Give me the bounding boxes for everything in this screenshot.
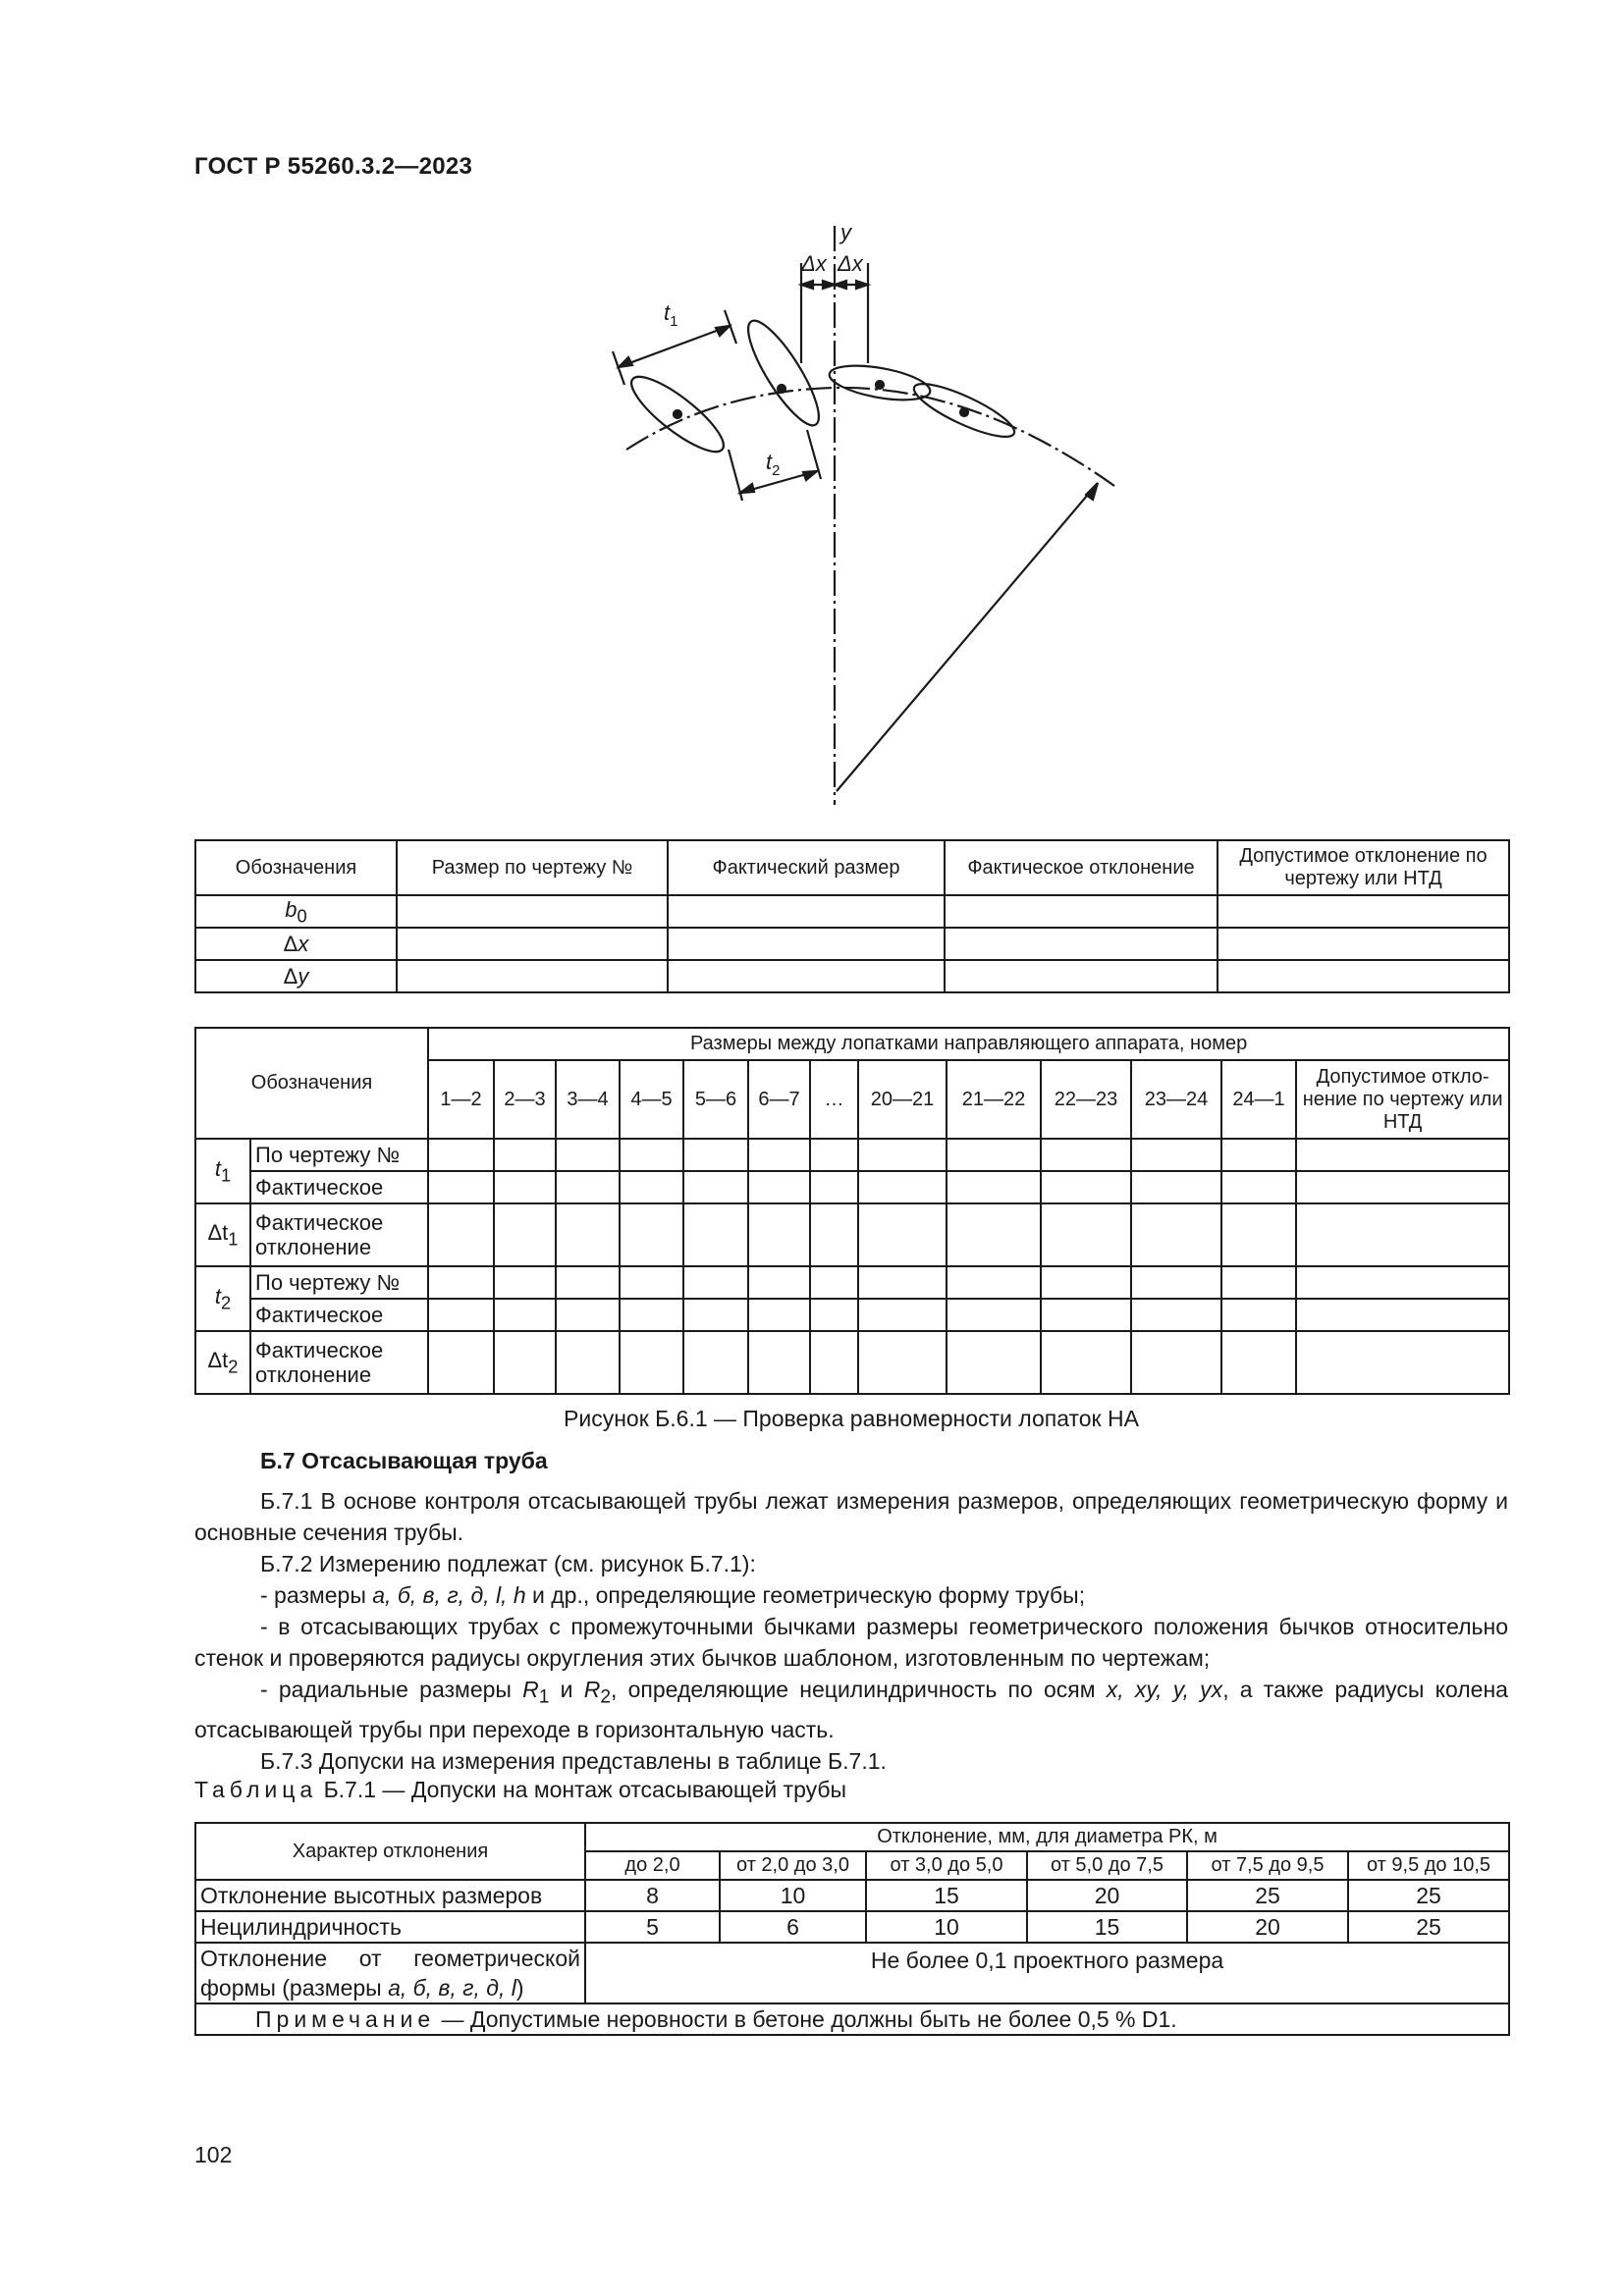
value-cell: 8	[585, 1880, 720, 1911]
row-label: Фактическое отклонение	[250, 1203, 428, 1266]
section-body	[194, 1485, 1508, 1777]
dx-arrow	[856, 281, 868, 289]
char-header: Характер отклонения	[195, 1823, 585, 1880]
paragraph: Б.7.3 Допуски на измерения представлены в таблице Б.7.1.	[260, 1747, 887, 1774]
empty-cell	[668, 895, 945, 928]
symbol-cell: Δx	[195, 928, 397, 960]
value-cell: 5	[585, 1911, 720, 1943]
t2-arrow	[803, 471, 817, 480]
value-cell: 10	[720, 1880, 866, 1911]
table-row	[195, 1203, 1509, 1266]
t1-arrow	[619, 357, 632, 367]
empty-cell	[1218, 960, 1509, 992]
paragraph: Б.7.2 Измерению подлежат (см. рисунок Б.7.1):	[260, 1551, 756, 1576]
label-t1: $t_1$	[664, 300, 678, 330]
row-label: По чертежу №	[250, 1266, 428, 1299]
value-cell: 20	[1027, 1880, 1187, 1911]
table-title: Таблица Б.7.1 — Допуски на монтаж отсасывающей трубы	[194, 1777, 847, 1802]
paragraph: Б.7.1 В основе контроля отсасывающей трубы лежат измерения размеров, определяющих геометрическую форму и основные сечения трубы.	[194, 1488, 1508, 1545]
row-label: Отклонение высотных размеров	[195, 1880, 585, 1911]
radius-arrow	[1086, 483, 1098, 500]
label-dx-left: Δx	[801, 251, 827, 276]
empty-cell	[945, 895, 1218, 928]
empty-cell	[668, 960, 945, 992]
blade-pitch-table	[194, 1027, 1510, 1395]
col-header: 6—7	[748, 1060, 810, 1139]
table-row	[195, 895, 1509, 928]
range-header: от 2,0 до 3,0	[720, 1851, 866, 1880]
table-row	[195, 1911, 1509, 1943]
blade-center	[778, 385, 785, 393]
col-header: Фактический размер	[668, 840, 945, 895]
range-header: от 5,0 до 7,5	[1027, 1851, 1187, 1880]
table-row	[195, 1299, 1509, 1331]
t2-arrow	[740, 484, 754, 493]
t1-dim	[619, 326, 730, 367]
value-cell: 6	[720, 1911, 866, 1943]
value-cell: Не более 0,1 проектного размера	[585, 1943, 1509, 2003]
empty-cell	[397, 960, 668, 992]
section-title: Б.7 Отсасывающая труба	[260, 1448, 548, 1473]
row-label: Отклонение от геометрической формы (размеры а, б, в, г, д, l)	[195, 1943, 585, 2003]
col-header: …	[810, 1060, 858, 1139]
empty-cell	[1218, 895, 1509, 928]
paragraph: - в отсасывающих трубах с промежуточными бычками размеры геометрического положения бычков относительно стенок и проверяются радиусы округления этих бычков шаблоном, изготовленным по чертежам;	[194, 1614, 1508, 1671]
range-header: от 3,0 до 5,0	[866, 1851, 1027, 1880]
col-header: 23—24	[1131, 1060, 1221, 1139]
blade-2	[737, 312, 831, 433]
radius-line	[837, 483, 1098, 791]
row-label: Фактическое	[250, 1299, 428, 1331]
row-label: По чертежу №	[250, 1139, 428, 1171]
label-dx-right: Δx	[838, 251, 863, 276]
value-cell: 25	[1348, 1880, 1509, 1911]
page-number: 102	[194, 2142, 233, 2167]
row-label: Фактическое отклонение	[250, 1331, 428, 1394]
col-header: 2—3	[494, 1060, 556, 1139]
col-header: Фактическое отклонение	[945, 840, 1218, 895]
table-row	[195, 1331, 1509, 1394]
pitch-circle-arc	[626, 388, 1114, 486]
table-row	[195, 1139, 1509, 1171]
col-header: 21—22	[947, 1060, 1041, 1139]
empty-cell	[945, 960, 1218, 992]
value-cell: 20	[1187, 1911, 1348, 1943]
symbol-cell: $b_0$	[195, 895, 397, 928]
symbol-cell: $t_2$	[195, 1266, 250, 1331]
measurement-table	[194, 839, 1510, 993]
blade-center	[876, 381, 884, 389]
table-row	[195, 1943, 1509, 2003]
col-header: Обозначения	[195, 840, 397, 895]
table-row	[195, 1880, 1509, 1911]
col-header: 22—23	[1041, 1060, 1131, 1139]
value-cell: 25	[1187, 1880, 1348, 1911]
tolerance-header: Допустимое откло-нение по чертежу или НТД	[1296, 1060, 1509, 1139]
symbol-cell: $\Delta t_1$	[195, 1203, 250, 1266]
table-row	[195, 928, 1509, 960]
label-t2: $t_2$	[766, 450, 781, 479]
range-header: от 7,5 до 9,5	[1187, 1851, 1348, 1880]
table-row	[195, 960, 1509, 992]
figure-caption: Рисунок Б.6.1 — Проверка равномерности лопаток НА	[564, 1406, 1139, 1431]
table-row	[195, 1171, 1509, 1203]
group-header: Размеры между лопатками направляющего аппарата, номер	[428, 1028, 1509, 1060]
row-label: Нецилиндричность	[195, 1911, 585, 1943]
col-header: Допустимое отклонение по чертежу или НТД	[1218, 840, 1509, 895]
range-header: от 9,5 до 10,5	[1348, 1851, 1509, 1880]
empty-cell	[397, 895, 668, 928]
col-header: 20—21	[858, 1060, 947, 1139]
symbol-cell: $\Delta t_2$	[195, 1331, 250, 1394]
paragraph: - радиальные размеры $R_1$ и $R_2$, определяющие нецилиндричность по осям x, xy, y, yx, а также радиусы колена отсасывающей трубы при переходе в горизонтальную часть.	[194, 1677, 1508, 1742]
t1-arrow	[716, 326, 730, 336]
symbol-cell: $t_1$	[195, 1139, 250, 1203]
col-header: Размер по чертежу №	[397, 840, 668, 895]
col-header: 5—6	[683, 1060, 748, 1139]
value-cell: 25	[1348, 1911, 1509, 1943]
table-note: Примечание — Допустимые неровности в бетоне должны быть не более 0,5 % D1.	[195, 2003, 1509, 2035]
col-header: 24—1	[1221, 1060, 1296, 1139]
row-label: Фактическое	[250, 1171, 428, 1203]
col-header: 4—5	[620, 1060, 683, 1139]
label-y: y	[840, 220, 851, 244]
range-header: до 2,0	[585, 1851, 720, 1880]
dx-arrow	[801, 281, 813, 289]
empty-cell	[397, 928, 668, 960]
designation-header: Обозначения	[195, 1028, 428, 1139]
blade-center	[960, 408, 968, 416]
value-cell: 15	[1027, 1911, 1187, 1943]
col-header: 1—2	[428, 1060, 494, 1139]
tolerance-table	[194, 1822, 1510, 2036]
table-row	[195, 1266, 1509, 1299]
value-cell: 10	[866, 1911, 1027, 1943]
empty-cell	[945, 928, 1218, 960]
col-header: 3—4	[556, 1060, 620, 1139]
blade-center	[674, 410, 681, 418]
empty-cell	[1218, 928, 1509, 960]
empty-cell	[668, 928, 945, 960]
paragraph: - размеры а, б, в, г, д, l, h и др., определяющие геометрическую форму трубы;	[260, 1582, 1086, 1608]
blade-pitch-diagram	[550, 216, 1139, 815]
document-header: ГОСТ Р 55260.3.2—2023	[194, 153, 473, 180]
symbol-cell: Δy	[195, 960, 397, 992]
dx-arrow	[835, 281, 846, 289]
value-cell: 15	[866, 1880, 1027, 1911]
table-note-row	[195, 2003, 1509, 2035]
group-header: Отклонение, мм, для диаметра РК, м	[585, 1823, 1509, 1851]
